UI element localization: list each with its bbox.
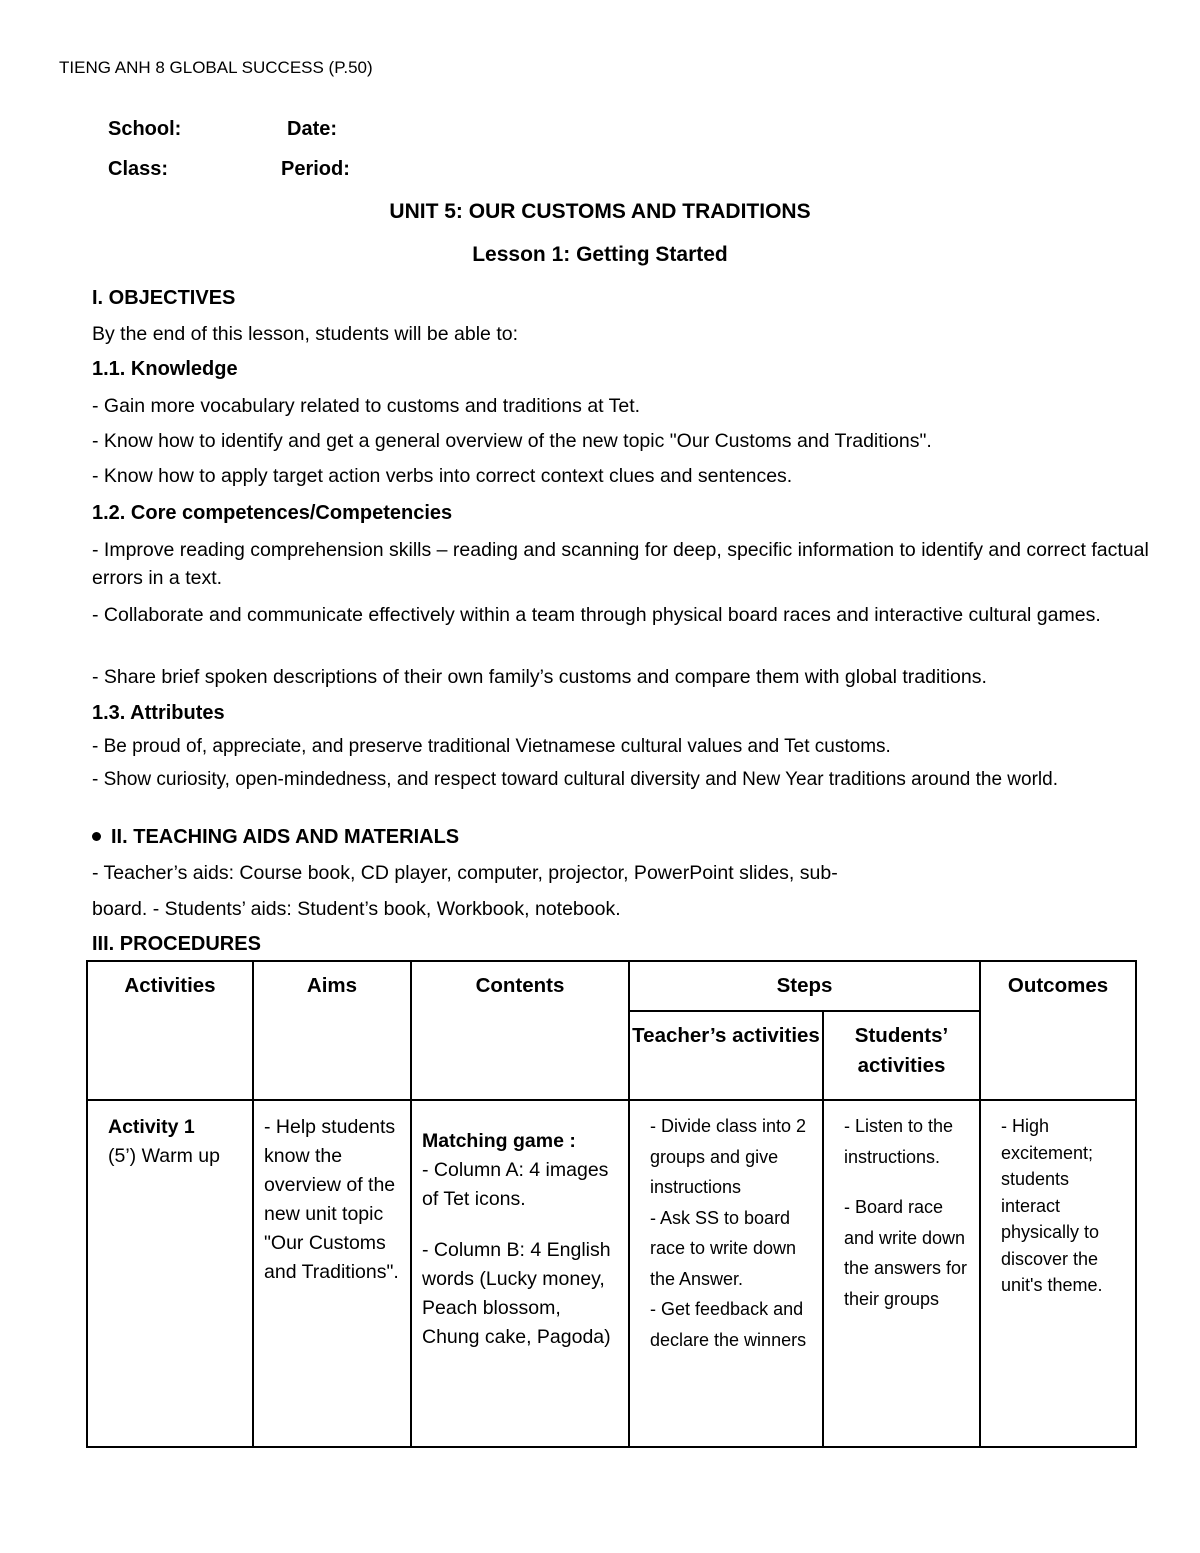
contents-column-a: - Column A: 4 images of Tet icons. — [422, 1159, 609, 1210]
knowledge-heading: 1.1. Knowledge — [92, 358, 238, 380]
header-teacher-activities: Teacher’s activities — [629, 1011, 823, 1100]
outcomes-text: - High excitement; students interact physically to discover the unit's theme. — [1001, 1116, 1103, 1295]
objectives-heading: I. OBJECTIVES — [92, 287, 236, 309]
lesson-title: Lesson 1: Getting Started — [472, 243, 728, 266]
competences-heading: 1.2. Core competences/Competencies — [92, 502, 453, 524]
students-activities-cell — [823, 1100, 980, 1447]
contents-title: Matching game : — [422, 1130, 576, 1152]
contents-cell — [411, 1100, 629, 1447]
attributes-item: - Be proud of, appreciate, and preserve traditional Vietnamese cultural values and Tet customs. — [92, 736, 891, 757]
aids-line: - Teacher’s aids: Course book, CD player, computer, projector, PowerPoint slides, sub- — [92, 862, 838, 884]
aids-heading: II. TEACHING AIDS AND MATERIALS — [111, 826, 460, 848]
knowledge-item: - Know how to apply target action verbs into correct context clues and sentences. — [92, 465, 793, 487]
knowledge-item: - Know how to identify and get a general overview of the new topic "Our Customs and Traditions". — [92, 430, 932, 452]
attributes-item: - Show curiosity, open-mindedness, and respect toward cultural diversity and New Year traditions around the world. — [92, 769, 1058, 790]
competences-item: - Share brief spoken descriptions of their own family’s customs and compare them with global traditions. — [92, 666, 987, 688]
outcomes-cell — [980, 1100, 1136, 1447]
competences-item: - Collaborate and communicate effectively within a team through physical board races and interactive cultural games. — [92, 604, 1101, 626]
knowledge-item: - Gain more vocabulary related to customs and traditions at Tet. — [92, 395, 641, 417]
activity-cell — [87, 1100, 253, 1447]
activity-subtitle: (5’) Warm up — [108, 1145, 220, 1167]
aims-text: - Help students know the overview of the new unit topic "Our Customs and Traditions". — [264, 1116, 399, 1283]
header-outcomes: Outcomes — [980, 961, 1136, 1100]
teacher-step: - Get feedback and declare the winners — [650, 1299, 807, 1350]
competences-item: - Improve reading comprehension skills – reading and scanning for deep, specific information to identify and correct factual errors in a text. — [92, 539, 1149, 589]
header-students-activities: Students’ activities — [823, 1011, 980, 1100]
date-label: Date: — [287, 118, 338, 140]
page-header: TIENG ANH 8 GLOBAL SUCCESS (P.50) — [59, 58, 373, 77]
attributes-heading: 1.3. Attributes — [92, 702, 225, 724]
activity-title: Activity 1 — [108, 1116, 195, 1138]
contents-column-b: - Column B: 4 English words (Lucky money, Peach blossom, Chung cake, Pagoda) — [422, 1239, 611, 1348]
student-step: - Board race and write down the answers for their groups — [844, 1197, 968, 1309]
header-steps: Steps — [629, 961, 980, 1011]
teacher-step: - Divide class into 2 groups and give instructions — [650, 1116, 807, 1197]
header-activities: Activities — [87, 961, 253, 1100]
header-contents: Contents — [411, 961, 629, 1100]
period-label: Period: — [281, 158, 350, 180]
unit-title: UNIT 5: OUR CUSTOMS AND TRADITIONS — [389, 200, 811, 223]
table-row — [87, 1100, 1136, 1447]
teacher-activities-cell — [629, 1100, 823, 1447]
school-label: School: — [108, 118, 182, 140]
teacher-step: - Ask SS to board race to write down the Answer. — [650, 1207, 797, 1289]
bullet-icon — [92, 832, 101, 841]
objectives-intro: By the end of this lesson, students will be able to: — [92, 323, 519, 345]
student-step: - Listen to the instructions. — [844, 1116, 954, 1167]
class-label: Class: — [108, 158, 169, 180]
aids-heading-row — [90, 826, 459, 849]
procedures-heading: III. PROCEDURES — [92, 933, 261, 955]
aims-cell — [253, 1100, 411, 1447]
procedures-table — [86, 960, 1137, 1448]
aids-line: board. - Students’ aids: Student’s book, Workbook, notebook. — [92, 898, 621, 920]
header-aims: Aims — [253, 961, 411, 1100]
